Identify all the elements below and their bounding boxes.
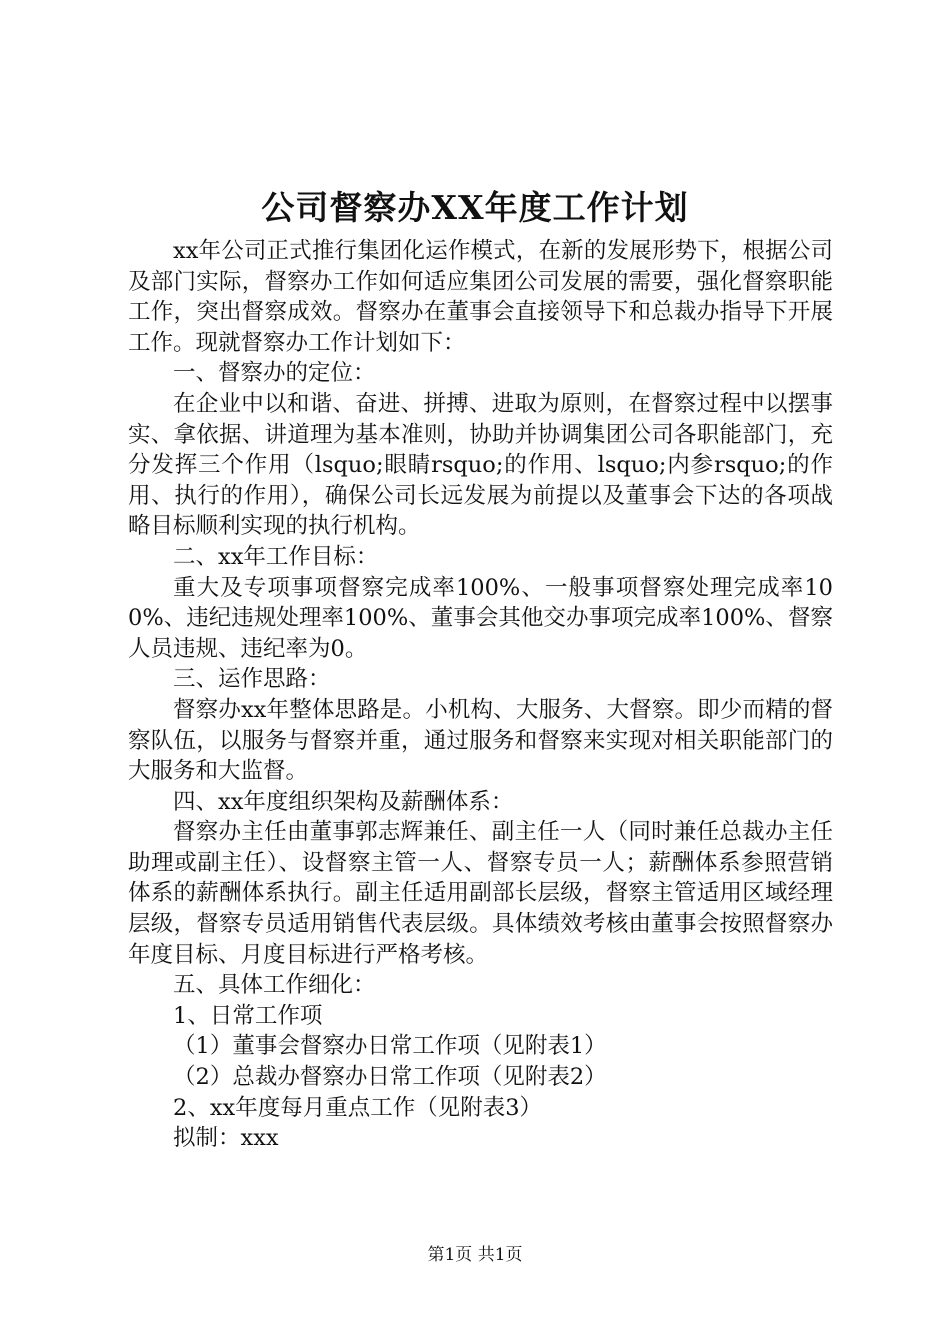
heading-approach: 三、运作思路： xyxy=(173,666,331,693)
paragraph-positioning: 在企业中以和谐、奋进、拼搏、进取为原则，在督察过程中以摆事实、拿依据、讲道理为基本准则，协助并协调集团公司各职能部门，充分发挥三个作用（lsquo;眼睛rsquo;的作用、lsquo;内参rsquo;的作用、执行的作用），确保公司长远发展为前提以及董事会下达的各项战略目标顺利实现的执行机构。 xyxy=(128,390,833,540)
item-monthly-key-work: 2、xx年度每月重点工作（见附表3） xyxy=(173,1094,543,1121)
drafter-line: 拟制：xxx xyxy=(173,1125,279,1152)
heading-organization: 四、xx年度组织架构及薪酬体系： xyxy=(173,788,514,815)
paragraph-intro: xx年公司正式推行集团化运作模式，在新的发展形势下，根据公司及部门实际，督察办工作如何适应集团公司发展的需要，强化督察职能工作，突出督察成效。督察办在董事会直接领导下和总裁办指导下开展工作。现就督察办工作计划如下： xyxy=(128,238,833,356)
heading-work-details: 五、具体工作细化： xyxy=(173,972,376,999)
item-daily-work: 1、日常工作项 xyxy=(173,1002,323,1029)
paragraph-organization: 督察办主任由董事郭志辉兼任、副主任一人（同时兼任总裁办主任助理或副主任）、设督察主管一人、督察专员一人；薪酬体系参照营销体系的薪酬体系执行。副主任适用副部长层级，督察主管适用区域经理层级，督察专员适用销售代表层级。具体绩效考核由董事会按照督察办年度目标、月度目标进行严格考核。 xyxy=(128,819,833,968)
item-board-daily-work: （1）董事会督察办日常工作项（见附表1） xyxy=(173,1033,607,1060)
page-footer: 第1页 共1页 xyxy=(427,1245,523,1265)
document-body xyxy=(128,236,833,1154)
item-president-daily-work: （2）总裁办督察办日常工作项（见附表2） xyxy=(173,1064,607,1091)
paragraph-goals: 重大及专项事项督察完成率100%、一般事项督察处理完成率100%、违纪违规处理率100%、董事会其他交办事项完成率100%、督察人员违规、违纪率为0。 xyxy=(128,574,833,662)
document-title: 公司督察办XX年度工作计划 xyxy=(261,188,689,227)
heading-goals: 二、xx年工作目标： xyxy=(173,543,379,570)
paragraph-approach: 督察办xx年整体思路是。小机构、大服务、大督察。即少而精的督察队伍，以服务与督察并重，通过服务和督察来实现对相关职能部门的大服务和大监督。 xyxy=(128,696,833,785)
heading-positioning: 一、督察办的定位： xyxy=(173,360,376,387)
